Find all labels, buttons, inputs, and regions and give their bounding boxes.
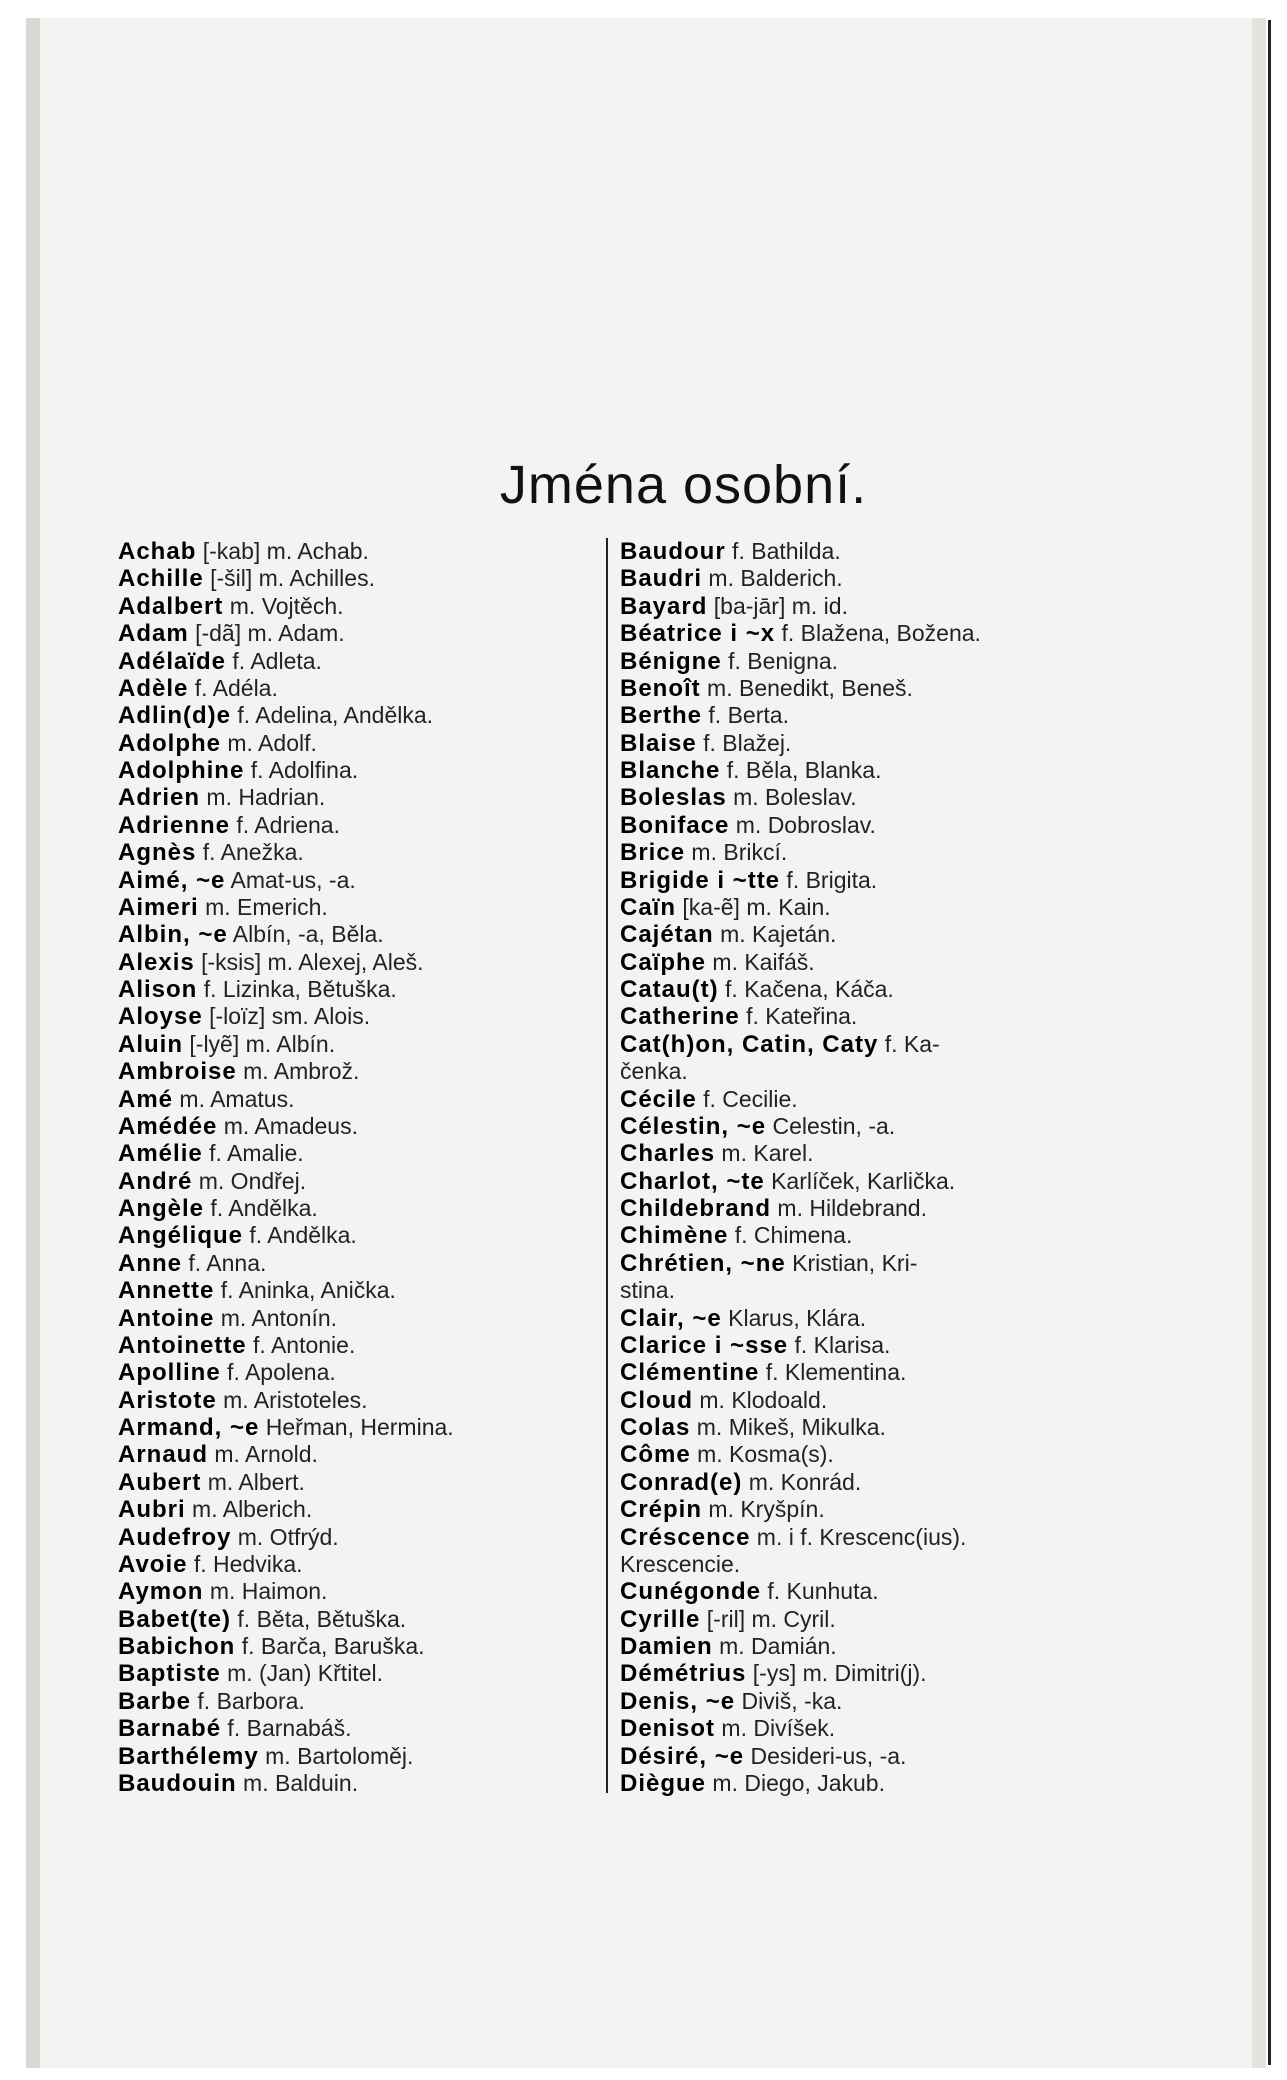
entry-headword: Brice [620,839,686,867]
entry-definition: Diviš, -ka. [735,1687,843,1714]
entry-headword: Colas [620,1414,691,1441]
dictionary-entry [118,1250,598,1277]
entry-definition: m. Emerich. [198,893,328,920]
entry-definition: f. Adolfina. [244,757,359,783]
right-column [620,538,1100,1797]
dictionary-entry [118,1414,598,1441]
entry-headword: Célestin, ~e [620,1112,767,1140]
entry-definition: m. Vojtěch. [223,592,344,619]
dictionary-entry [118,812,598,839]
entry-definition: m. Balderich. [702,565,843,592]
entry-headword: Amédée [118,1112,218,1140]
dictionary-entry [620,1332,1100,1359]
entry-headword: Adélaïde [118,647,227,675]
entry-definition: f. Adriena. [230,811,340,838]
entry-headword: Adrien [118,784,201,812]
entry-definition: f. Běta, Bětuška. [231,1605,407,1632]
entry-definition: m. Haimon. [203,1578,328,1605]
dictionary-entry [118,1524,598,1551]
dictionary-entry [118,1770,598,1797]
entry-definition: m. Ondřej. [192,1167,307,1194]
entry-headword: Childebrand [620,1195,772,1222]
dictionary-entry [620,1222,1100,1249]
entry-headword: Barnabé [118,1715,222,1743]
dictionary-entry [620,1660,1100,1687]
dictionary-entry [118,757,598,784]
dictionary-entry [620,757,1100,784]
entry-definition: m. Benedikt, Beneš. [700,674,913,701]
entry-headword: Diègue [620,1769,707,1797]
entry-headword: Crépin [620,1496,703,1524]
entry-headword: Albin, ~e [118,921,228,949]
entry-definition: [-ys] m. Dimitri(j). [746,1660,927,1687]
entry-headword: Angélique [118,1222,244,1250]
entry-headword: Barthélemy [118,1742,259,1770]
entry-headword: Damien [620,1633,713,1660]
entry-definition: m. Kosma(s). [690,1441,834,1468]
dictionary-entry [118,593,598,620]
entry-headword: Blaise [620,729,697,757]
entry-definition: f. Blažej. [696,729,792,756]
column-divider [606,538,608,1793]
dictionary-entry [118,1222,598,1249]
dictionary-entry [118,1743,598,1770]
dictionary-entry [118,1660,598,1687]
entry-definition: [-dã] m. Adam. [188,620,345,647]
entry-definition: m. i f. Krescenc(ius). [750,1523,967,1550]
entry-headword: Adolphine [118,757,245,784]
entry-headword: Berthe [620,702,703,730]
entry-headword: Caïphe [620,948,707,976]
page-edge-left [26,18,40,2068]
entry-definition: f. Berta. [702,702,789,729]
entry-definition: f. Cecilie. [696,1085,798,1112]
dictionary-entry [118,867,598,894]
entry-definition: f. Běla, Blanka. [720,757,882,783]
entry-headword: Achille [118,565,204,593]
dictionary-entry [118,730,598,757]
entry-definition: m. Karel. [715,1140,814,1167]
entry-definition: f. Antonie. [246,1331,356,1358]
dictionary-entry [620,620,1100,647]
dictionary-entry [620,1195,1100,1222]
entry-definition: [ka-ẽ] m. Kain. [676,893,831,920]
dictionary-entry [620,1606,1100,1633]
entry-definition: f. Amalie. [202,1140,304,1167]
entry-headword: Antoine [118,1304,215,1332]
dictionary-entry [620,1058,1100,1085]
entry-definition: f. Aninka, Anička. [214,1277,396,1304]
entry-definition: m. Otfrýd. [231,1523,339,1550]
entry-headword: Cat(h)on, Catin, Caty [620,1030,879,1058]
dictionary-entry [118,1305,598,1332]
entry-headword: Catau(t) [620,976,719,1003]
dictionary-entry [620,1496,1100,1523]
dictionary-entry [620,1359,1100,1386]
dictionary-entry [118,1359,598,1386]
entry-headword: Créscence [620,1523,751,1551]
entry-definition: m. Arnold. [208,1441,318,1468]
entry-definition: f. Blažena, Božena. [775,620,981,647]
dictionary-entry [620,949,1100,976]
dictionary-entry [620,1441,1100,1468]
entry-headword: Baudouin [118,1769,237,1797]
entry-headword: Angèle [118,1195,205,1222]
entry-definition: [-loïz] sm. Alois. [202,1003,371,1030]
entry-definition: m. Brikcí. [685,839,788,866]
entry-headword: Adam [118,620,189,648]
entry-headword: Baptiste [118,1660,221,1688]
dictionary-entry [620,1086,1100,1113]
entry-definition: f. Brigita. [780,866,878,893]
dictionary-entry [118,976,598,1003]
dictionary-entry [118,1195,598,1222]
entry-headword: Aristote [118,1386,217,1414]
entry-headword: Baudri [620,565,703,593]
entry-definition: Celestin, -a. [766,1112,896,1139]
dictionary-entry [118,921,598,948]
entry-definition: f. Adéla. [188,674,278,701]
entry-definition: f. Kunhuta. [761,1578,879,1605]
dictionary-entry [620,784,1100,811]
entry-definition: Heřman, Hermina. [259,1414,454,1440]
entry-headword: Chrétien, ~ne [620,1249,786,1277]
dictionary-entry [118,784,598,811]
entry-headword: Clair, ~e [620,1304,722,1332]
entry-headword: Charlot, ~te [620,1167,765,1195]
entry-definition: Karlíček, Karlička. [764,1167,956,1194]
entry-definition: f. Adleta. [226,647,322,674]
dictionary-entry [118,1441,598,1468]
entry-definition: m. Divíšek. [715,1715,836,1742]
dictionary-entry [118,1277,598,1304]
entry-headword: Désiré, ~e [620,1742,745,1770]
entry-headword: Cajétan [620,921,714,949]
entry-headword: Béatrice i ~x [620,620,776,648]
entry-headword: Aimé, ~e [118,866,226,894]
entry-definition: f. Barča, Baruška. [235,1633,425,1659]
entry-headword: Adalbert [118,592,224,620]
entry-definition: f. Barbora. [191,1687,305,1714]
entry-definition: m. Damián. [712,1633,837,1659]
dictionary-entry [620,921,1100,948]
entry-definition: f. Chimena. [728,1222,853,1249]
entry-headword: Cécile [620,1085,697,1113]
entry-definition: stina. [620,1277,675,1304]
entry-headword: Aimeri [118,893,199,921]
entry-headword: Côme [620,1441,691,1469]
entry-definition: f. Lizinka, Bětuška. [197,976,397,1002]
entry-definition: Albín, -a, Běla. [227,921,384,948]
dictionary-entry [118,620,598,647]
entry-headword: Boniface [620,811,730,839]
dictionary-entry [118,1058,598,1085]
entry-definition: f. Hedvika. [187,1550,303,1577]
entry-definition: m. Alberich. [185,1496,313,1523]
dictionary-entry [620,1578,1100,1605]
dictionary-entry [118,1086,598,1113]
entry-headword: Baudour [620,538,726,565]
entry-definition: f. Andělka. [243,1222,357,1249]
page-edge-right [1252,18,1266,2068]
dictionary-entry [118,1633,598,1660]
entry-headword: Antoinette [118,1331,247,1359]
dictionary-entry [118,1140,598,1167]
dictionary-entry [620,675,1100,702]
dictionary-entry [620,1250,1100,1277]
dictionary-entry [620,648,1100,675]
entry-definition: f. Bathilda. [725,538,841,564]
entry-headword: Arnaud [118,1441,208,1469]
entry-headword: Adèle [118,674,189,702]
entry-definition: m. Dobroslav. [729,811,876,838]
entry-definition: m. Mikeš, Mikulka. [690,1414,886,1440]
entry-headword: Aubert [118,1468,202,1496]
dictionary-entry [620,812,1100,839]
dictionary-entry [620,1140,1100,1167]
entry-headword: Denisot [620,1715,716,1743]
entry-headword: Audefroy [118,1523,232,1551]
entry-headword: Achab [118,538,197,565]
dictionary-entry [620,1277,1100,1304]
entry-headword: Adolphe [118,729,221,757]
entry-headword: Clémentine [620,1359,760,1387]
entry-headword: Adrienne [118,811,231,839]
dictionary-entry [620,1770,1100,1797]
entry-definition: Krescencie. [620,1550,741,1577]
dictionary-entry [620,894,1100,921]
entry-headword: Babet(te) [118,1605,232,1633]
dictionary-entry [118,1113,598,1140]
entry-headword: Charles [620,1140,716,1168]
entry-headword: Alison [118,976,198,1003]
entry-headword: Benoît [620,674,701,702]
entry-definition: m. (Jan) Křtitel. [220,1660,383,1687]
entry-headword: Annette [118,1277,215,1305]
dictionary-entry [118,1715,598,1742]
entry-definition: Desideri-us, -a. [744,1742,907,1769]
entry-definition: m. Kaifáš. [706,948,815,975]
entry-headword: Apolline [118,1359,221,1387]
entry-headword: Agnès [118,839,197,867]
entry-headword: Amé [118,1085,174,1113]
entry-headword: Aloyse [118,1003,203,1031]
dictionary-entry [118,894,598,921]
entry-definition: m. Aristoteles. [216,1386,368,1413]
dictionary-entry [620,976,1100,1003]
dictionary-entry [620,1551,1100,1578]
entry-definition: f. Barnabáš. [221,1715,352,1742]
dictionary-entry [620,538,1100,565]
dictionary-entry [118,538,598,565]
entry-definition: f. Klementina. [759,1359,907,1386]
entry-headword: Alexis [118,948,195,976]
entry-definition: f. Benigna. [721,647,839,674]
entry-headword: Avoie [118,1550,188,1578]
entry-definition: [-šil] m. Achilles. [203,565,375,592]
entry-definition: f. Apolena. [220,1359,336,1386]
entry-headword: Adlin(d)e [118,702,231,730]
dictionary-entry [620,730,1100,757]
entry-definition: m. Kajetán. [713,921,837,948]
dictionary-entry [118,648,598,675]
entry-headword: Démétrius [620,1660,747,1688]
entry-definition: [-kab] m. Achab. [196,538,369,564]
dictionary-entry [118,1168,598,1195]
entry-definition: f. Kačena, Káča. [718,976,894,1002]
dictionary-entry [620,1003,1100,1030]
entry-headword: Amélie [118,1140,203,1168]
entry-headword: Bayard [620,592,708,620]
dictionary-entry [118,1387,598,1414]
entry-headword: Aymon [118,1578,204,1606]
dictionary-entry [118,839,598,866]
entry-definition: Amat-us, -a. [225,866,356,893]
entry-headword: Aluin [118,1030,183,1058]
entry-definition: f. Anna. [182,1249,267,1276]
dictionary-entry [620,1524,1100,1551]
dictionary-entry [118,1496,598,1523]
entry-definition: m. Amadeus. [217,1112,358,1139]
entry-definition: m. Ambrož. [236,1058,360,1085]
entry-definition: [ba-jār] m. id. [707,592,848,619]
dictionary-entry [620,1743,1100,1770]
dictionary-entry [118,1003,598,1030]
dictionary-entry [118,1031,598,1058]
entry-definition: Kristian, Kri- [785,1249,918,1276]
entry-definition: m. Diego, Jakub. [706,1769,885,1796]
dictionary-entry [620,702,1100,729]
entry-definition: [-lyẽ] m. Albín. [183,1030,336,1057]
entry-definition: f. Ka- [878,1030,940,1057]
dictionary-entry [620,839,1100,866]
entry-definition: m. Hildebrand. [771,1195,927,1221]
entry-definition: Klarus, Klára. [721,1304,867,1331]
entry-headword: Conrad(e) [620,1468,743,1496]
entry-headword: Anne [118,1249,182,1277]
entry-definition: f. Andělka. [204,1195,318,1221]
entry-definition: f. Adelina, Andělka. [230,702,434,729]
entry-definition: m. Kryšpín. [702,1496,825,1523]
entry-definition: f. Kateřina. [739,1003,858,1030]
dictionary-entry [620,1688,1100,1715]
entry-definition: m. Albert. [201,1468,305,1495]
page-binding-line [1268,20,1271,2065]
dictionary-entry [620,867,1100,894]
dictionary-entry [118,1551,598,1578]
entry-headword: Aubri [118,1496,186,1524]
dictionary-entry [118,1688,598,1715]
entry-definition: m. Amatus. [173,1085,295,1112]
dictionary-entry [620,1387,1100,1414]
entry-definition: čenka. [620,1058,688,1085]
entry-headword: Chimène [620,1222,729,1250]
entry-headword: Babichon [118,1633,236,1660]
entry-headword: Brigide i ~tte [620,866,781,894]
left-column [118,538,598,1797]
dictionary-entry [620,1113,1100,1140]
entry-headword: Cyrille [620,1605,701,1633]
dictionary-entry [620,1469,1100,1496]
dictionary-entry [620,1633,1100,1660]
entry-headword: Denis, ~e [620,1687,736,1715]
entry-definition: m. Adolf. [221,729,317,756]
entry-headword: Cunégonde [620,1578,761,1606]
entry-headword: Boleslas [620,784,727,812]
dictionary-entry [118,1578,598,1605]
entry-headword: Caïn [620,893,677,921]
dictionary-entry [620,565,1100,592]
dictionary-entry [118,1332,598,1359]
dictionary-entry [118,565,598,592]
entry-headword: Armand, ~e [118,1414,260,1441]
entry-definition: m. Klodoald. [692,1386,828,1413]
entry-definition: f. Anežka. [196,839,304,866]
entry-definition: f. Klarisa. [788,1331,891,1358]
entry-headword: Blanche [620,757,721,784]
entry-headword: Ambroise [118,1058,237,1086]
dictionary-entry [118,702,598,729]
entry-headword: Cloud [620,1386,693,1414]
dictionary-entry [620,1168,1100,1195]
entry-headword: Catherine [620,1003,740,1031]
entry-definition: m. Bartoloměj. [258,1742,414,1769]
entry-headword: Bénigne [620,647,722,675]
entry-headword: Clarice i ~sse [620,1331,789,1359]
page-title: Jména osobní. [499,455,868,516]
entry-definition: m. Antonín. [214,1304,338,1331]
dictionary-entry [118,1606,598,1633]
dictionary-entry [118,949,598,976]
dictionary-entry [620,1414,1100,1441]
dictionary-entry [118,1469,598,1496]
dictionary-entry [620,1715,1100,1742]
entry-headword: Barbe [118,1687,192,1715]
dictionary-entry [620,1031,1100,1058]
dictionary-entry [620,1305,1100,1332]
entry-definition: [-ksis] m. Alexej, Aleš. [194,948,424,975]
entry-definition: [-ril] m. Cyril. [700,1605,836,1632]
dictionary-entry [118,675,598,702]
entry-definition: m. Balduin. [236,1769,359,1796]
dictionary-entry [620,593,1100,620]
entry-definition: m. Hadrian. [200,784,326,811]
entry-headword: André [118,1167,193,1195]
entry-definition: m. Konrád. [742,1468,862,1495]
entry-definition: m. Boleslav. [726,784,857,811]
